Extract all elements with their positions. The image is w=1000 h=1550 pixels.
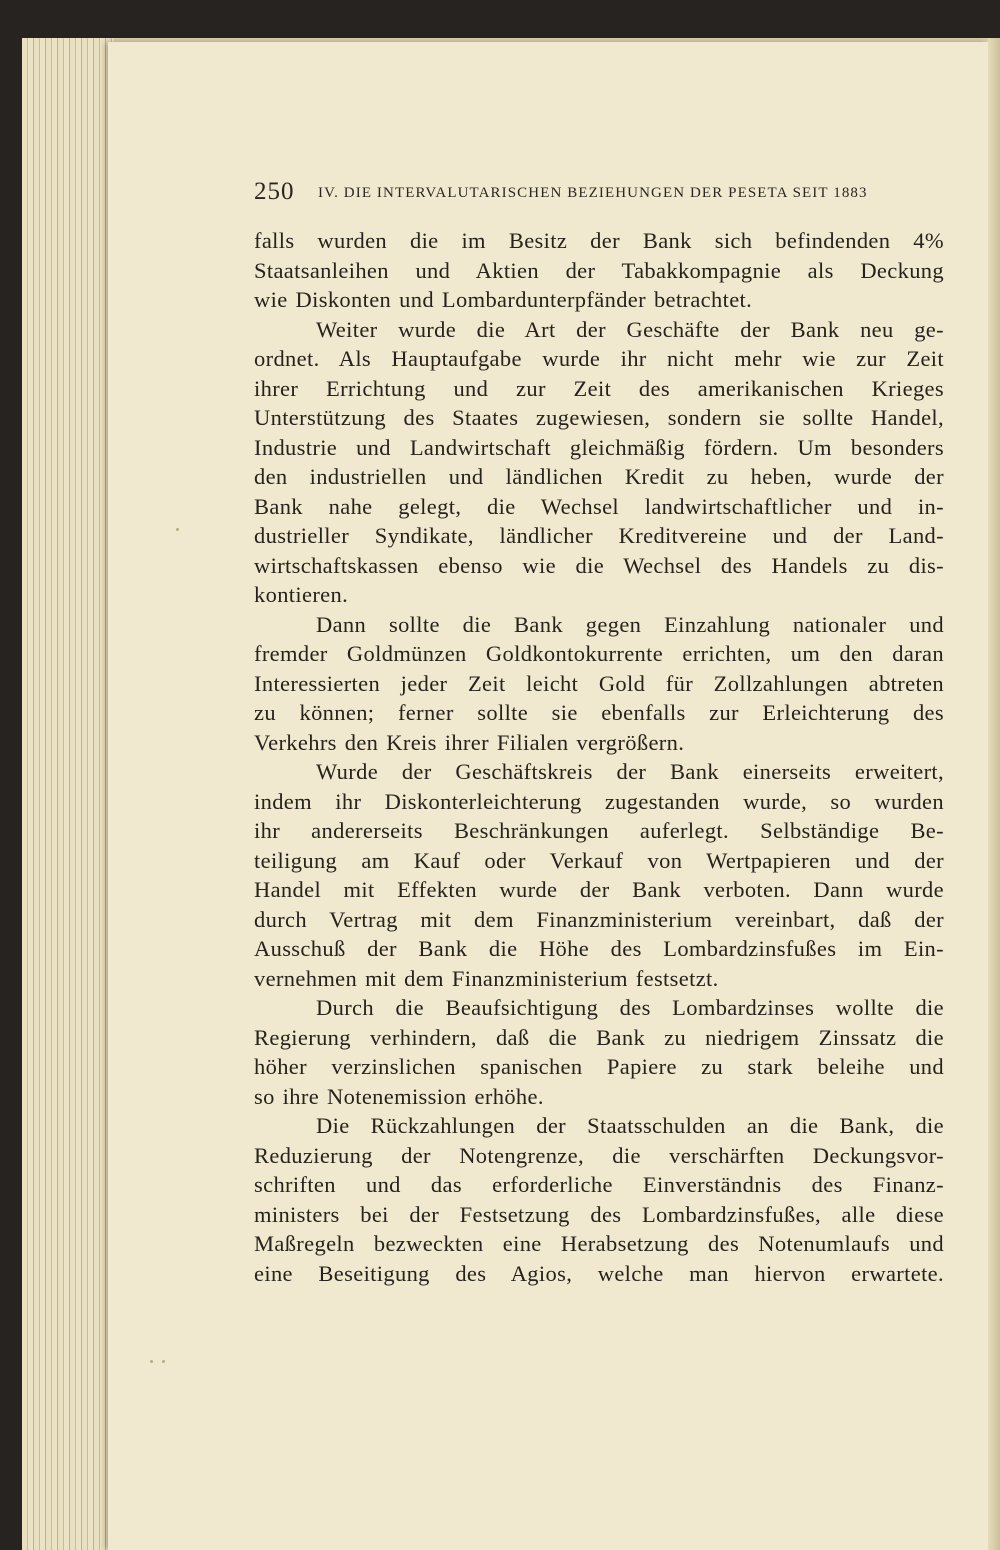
text-line: so ihre Notenemission erhöhe. bbox=[254, 1083, 544, 1109]
text-line: Dann sollte die Bank gegen Einzahlung nationaler und bbox=[316, 611, 944, 637]
text-line: falls wurden die im Besitz der Bank sich befindenden 4% bbox=[254, 228, 944, 253]
text-line: ordnet. Als Hauptaufgabe wurde ihr nicht mehr wie zur Zeit bbox=[254, 346, 944, 371]
text-line: Reduzierung der Notengrenze, die verschärften Deckungsvor- bbox=[254, 1142, 944, 1168]
page-header bbox=[254, 178, 944, 208]
page-edges bbox=[22, 38, 114, 1550]
text-line: vernehmen mit dem Finanzministerium festsetzt. bbox=[254, 965, 719, 991]
text-line: indem ihr Diskonterleichterung zugestanden wurde, so wurden bbox=[254, 788, 944, 814]
text-line: den industriellen und ländlichen Kredit zu heben, wurde der bbox=[254, 464, 944, 489]
text-line: Regierung verhindern, daß die Bank zu niedrigem Zinssatz die bbox=[254, 1024, 944, 1050]
text-line: durch Vertrag mit dem Finanzministerium vereinbart, daß der bbox=[254, 906, 944, 932]
text-line: Staatsanleihen und Aktien der Tabakkompagnie als Deckung bbox=[254, 257, 944, 283]
text-line: fremder Goldmünzen Goldkontokurrente errichten, um den daran bbox=[254, 641, 944, 666]
page-gutter bbox=[988, 38, 1000, 1550]
text-line: Durch die Beaufsichtigung des Lombardzinses wollte die bbox=[316, 995, 944, 1020]
text-line: höher verzinslichen spanischen Papiere zu stark beleihe und bbox=[254, 1054, 944, 1079]
text-line: kontieren. bbox=[254, 582, 349, 607]
text-line: Ausschuß der Bank die Höhe des Lombardzinsfußes im Ein- bbox=[254, 936, 944, 961]
paper-speck bbox=[162, 1360, 165, 1363]
text-line: Interessierten jeder Zeit leicht Gold für Zollzahlungen abtreten bbox=[254, 670, 944, 696]
text-line: Verkehrs den Kreis ihrer Filialen vergrößern. bbox=[254, 729, 685, 755]
text-line: ihrer Errichtung und zur Zeit des amerikanischen Krieges bbox=[254, 375, 944, 401]
text-line: Die Rückzahlungen der Staatsschulden an die Bank, die bbox=[316, 1113, 944, 1138]
body-text bbox=[254, 226, 944, 1288]
text-line: ihr andererseits Beschränkungen auferlegt. Selbständige Be- bbox=[254, 818, 944, 843]
text-line: Weiter wurde die Art der Geschäfte der Bank neu ge- bbox=[316, 316, 944, 342]
text-line: zu können; ferner sollte sie ebenfalls zur Erleichterung des bbox=[254, 700, 944, 725]
text-line: Wurde der Geschäftskreis der Bank einerseits erweitert, bbox=[316, 759, 944, 784]
paper-speck bbox=[150, 1360, 153, 1363]
page-number: 250 bbox=[254, 178, 295, 205]
text-line: teiligung am Kauf oder Verkauf von Wertpapieren und der bbox=[254, 847, 944, 873]
text-line: Handel mit Effekten wurde der Bank verboten. Dann wurde bbox=[254, 877, 944, 902]
text-line: Maßregeln bezweckten eine Herabsetzung des Notenumlaufs und bbox=[254, 1231, 944, 1256]
paper-speck bbox=[176, 528, 179, 531]
text-line: Industrie und Landwirtschaft gleichmäßig fördern. Um besonders bbox=[254, 434, 944, 460]
text-line: Bank nahe gelegt, die Wechsel landwirtschaftlicher und in- bbox=[254, 493, 944, 519]
running-head: IV. DIE INTERVALUTARISCHEN BEZIEHUNGEN DER PESETA SEIT 1883 bbox=[318, 185, 868, 201]
text-line: schriften und das erforderliche Einverständnis des Finanz- bbox=[254, 1172, 944, 1197]
text-line: Unterstützung des Staates zugewiesen, sondern sie sollte Handel, bbox=[254, 405, 944, 430]
text-line: wie Diskonten und Lombardunterpfänder betrachtet. bbox=[254, 287, 753, 312]
text-line: eine Beseitigung des Agios, welche man hiervon erwartete. bbox=[254, 1260, 944, 1286]
text-line: ministers bei der Festsetzung des Lombardzinsfußes, alle diese bbox=[254, 1201, 944, 1227]
text-line: wirtschaftskassen ebenso wie die Wechsel des Handels zu dis- bbox=[254, 552, 944, 578]
text-line: dustrieller Syndikate, ländlicher Kreditvereine und der Land- bbox=[254, 523, 944, 548]
